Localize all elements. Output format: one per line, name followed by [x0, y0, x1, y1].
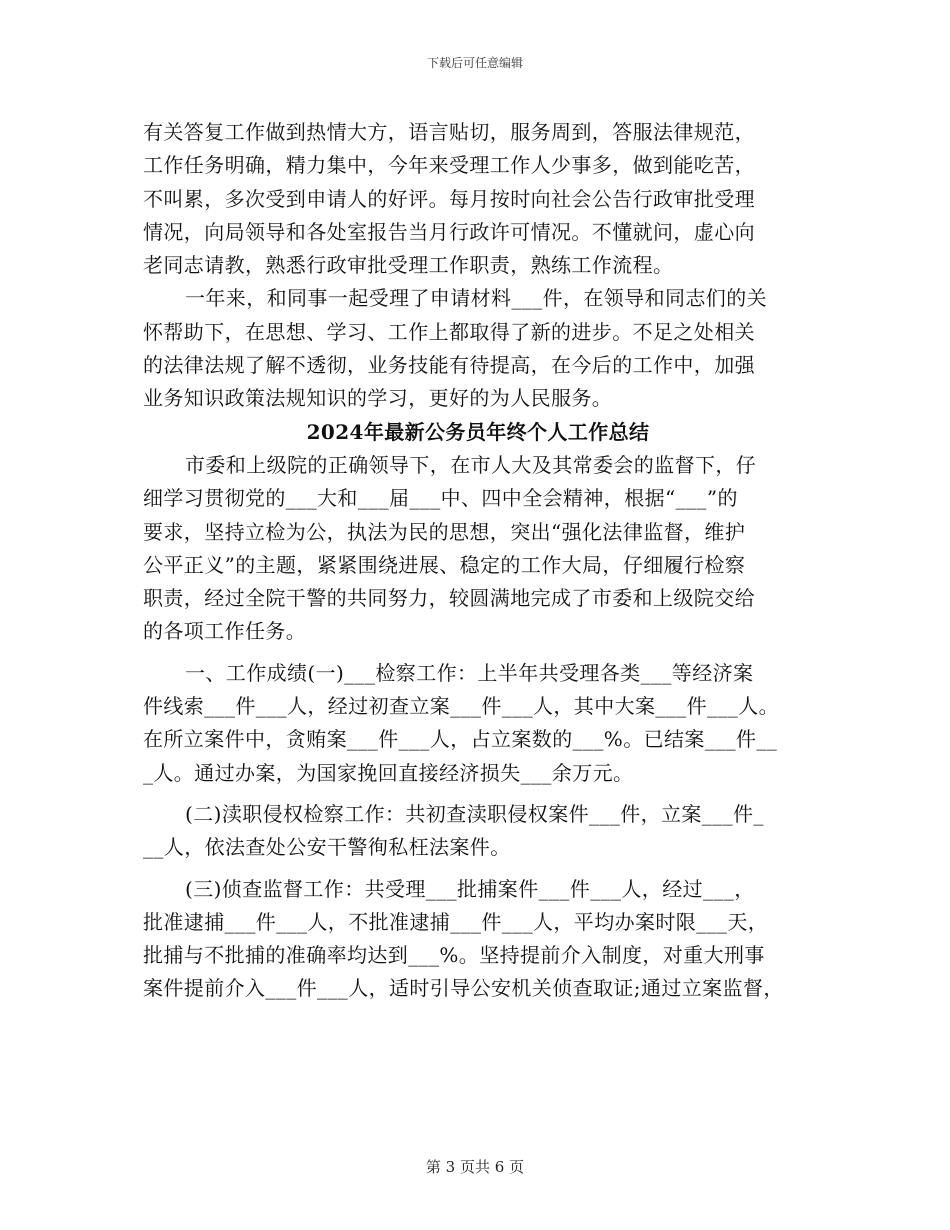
text-line: (二)渎职侵权检察工作：共初查渎职侵权案件___件，立案___件_ [185, 801, 764, 826]
text-line: 公平正义”的主题，紧紧围绕进展、稳定的工作大局，仔细履行检察 [143, 552, 746, 577]
text-line: 职责，经过全院干警的共同努力，较圆满地完成了市委和上级院交给 [143, 586, 755, 611]
text-line: 的各项工作任务。 [143, 619, 307, 644]
paragraph-gap [143, 649, 813, 657]
paragraph-gap [143, 865, 813, 873]
text-line: 一、工作成绩(一)___检察工作：上半年共受理各类___等经济案 [185, 660, 754, 685]
text-line: 怀帮助下，在思想、学习、工作上都取得了新的进步。不足之处相关 [143, 319, 755, 344]
text-line: 的法律法规了解不透彻，业务技能有待提高，在今后的工作中，加强 [143, 353, 755, 378]
text-line: 情况，向局领导和各处室报告当月行政许可情况。不懂就问，虚心向 [143, 219, 755, 244]
text-line: __人，依法查处公安干警徇私枉法案件。 [143, 835, 511, 860]
text-line: 业务知识政策法规知识的学习，更好的为人民服务。 [143, 386, 613, 411]
text-line: 批准逮捕___件___人，不批准逮捕___件___人，平均办案时限___天， [143, 909, 769, 934]
text-line: 老同志请教，熟悉行政审批受理工作职责，熟练工作流程。 [143, 253, 674, 278]
text-line: 批捕与不批捕的准确率均达到___%。坚持提前介入制度，对重大刑事 [143, 943, 765, 968]
text-line: (三)侦查监督工作：共受理___批捕案件___件___人，经过___， [185, 876, 755, 901]
page-header: 下载后可任意编辑 [426, 56, 523, 70]
section-title: 2024年最新公务员年终个人工作总结 [306, 419, 650, 444]
text-line: 一年来，和同事一起受理了申请材料___件，在领导和同志们的关 [185, 286, 767, 311]
text-line: 案件提前介入___件___人，适时引导公安机关侦查取证;通过立案监督， [143, 976, 784, 1001]
text-line: 要求，坚持立检为公，执法为民的思想，突出“强化法律监督，维护 [143, 519, 746, 544]
text-line: 工作任务明确，精力集中，今年来受理工作人少事多，做到能吃苦， [143, 153, 755, 178]
text-line: 不叫累，多次受到申请人的好评。每月按时向社会公告行政审批受理 [143, 186, 755, 211]
text-line: 细学习贯彻党的___大和___届___中、四中全会精神，根据“___”的 [143, 486, 738, 511]
text-line: 市委和上级院的正确领导下，在市人大及其常委会的监督下，仔 [185, 452, 757, 477]
text-line: 件线索___件___人，经过初查立案___件___人，其中大案___件___人。 [143, 694, 779, 719]
paragraph-gap [143, 790, 813, 798]
text-line: 有关答复工作做到热情大方，语言贴切，服务周到，答服法律规范， [143, 120, 755, 144]
document-body [143, 116, 813, 1006]
text-line: 在所立案件中，贪贿案___件___人，占立案数的___%。已结案___件__ [143, 727, 778, 752]
page-footer: 第 3 页共 6 页 [425, 1158, 525, 1176]
text-line: _人。通过办案，为国家挽回直接经济损失___余万元。 [143, 760, 634, 785]
